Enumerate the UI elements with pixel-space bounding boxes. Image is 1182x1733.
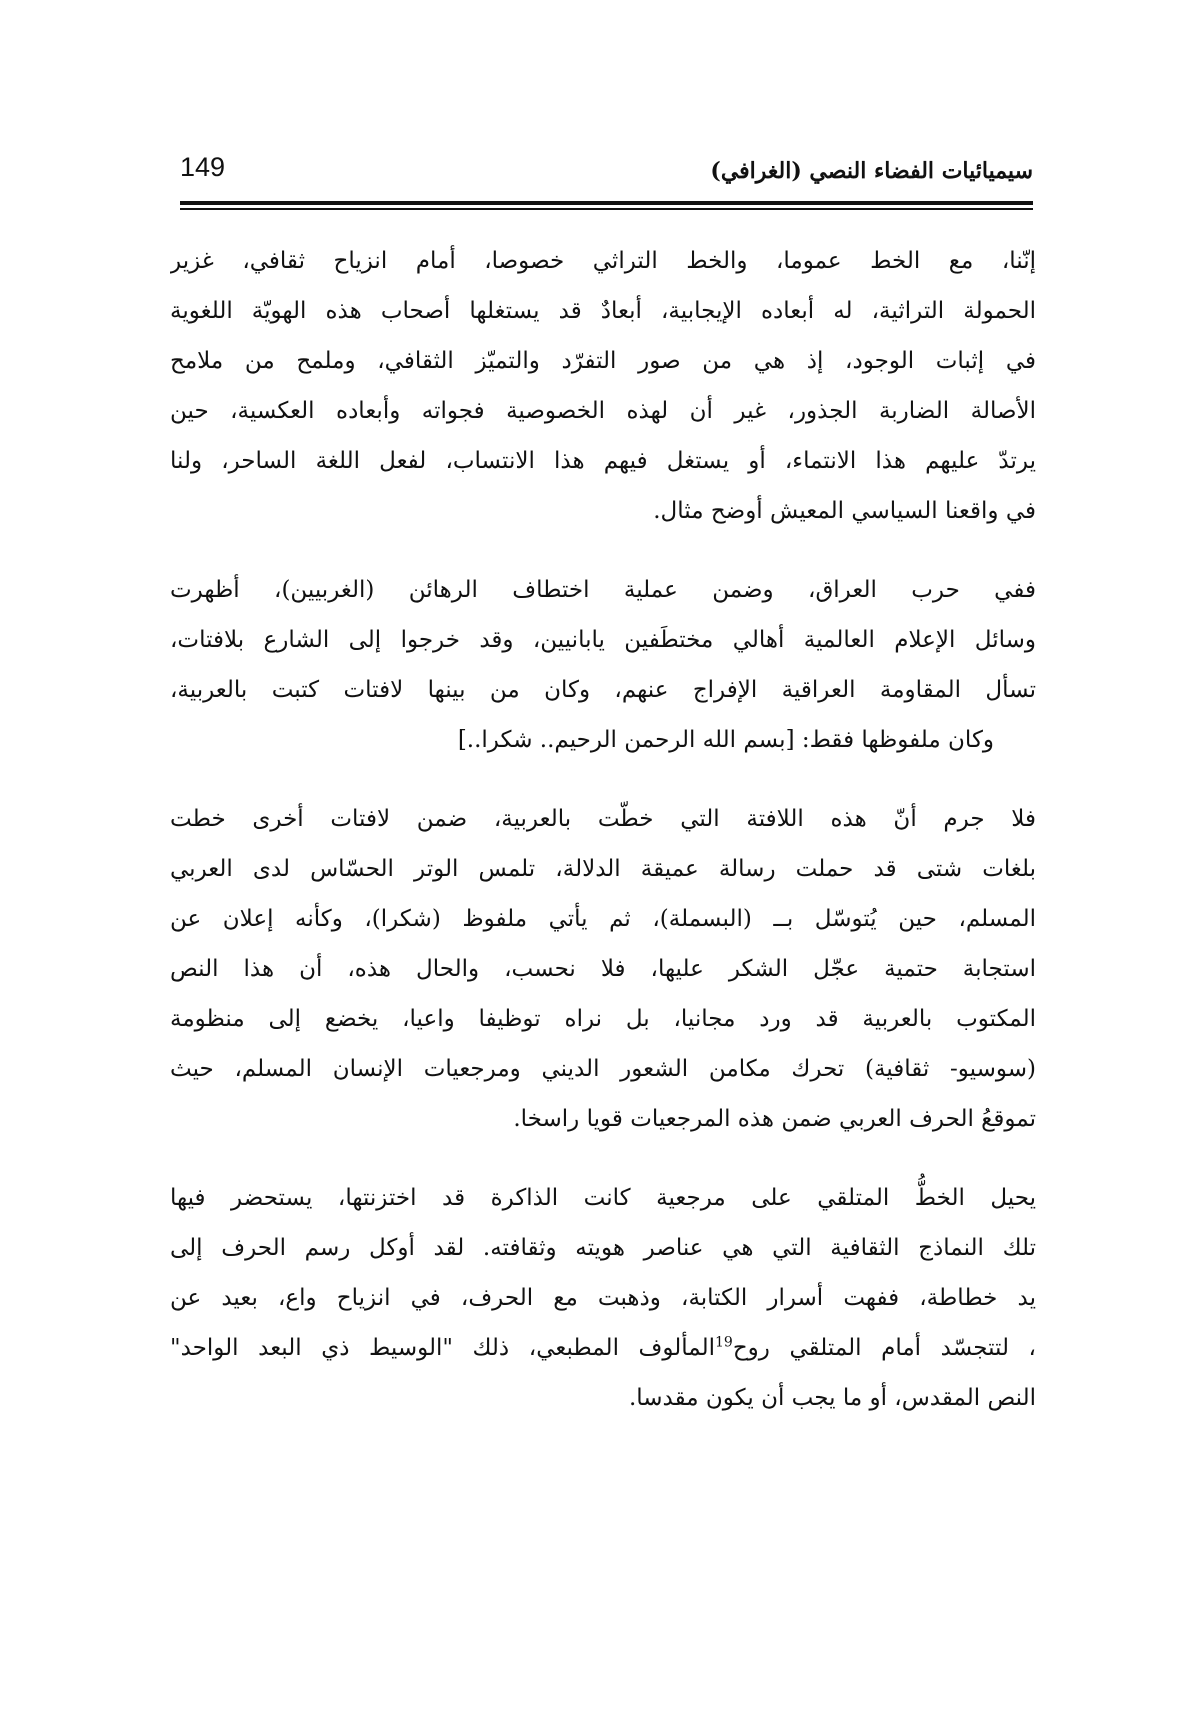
- text-line: الأصالة الضاربة الجذور، غير أن لهذه الخصوصية فجواته وأبعاده العكسية، حين: [170, 398, 1036, 424]
- line-tail-text: ، لتتجسّد أمام المتلقي روح: [732, 1335, 1036, 1361]
- text-line: في إثبات الوجود، إذ هي من صور التفرّد والتميّز الثقافي، وملمح من ملامح: [170, 348, 1036, 374]
- text-line: يحيل الخطُّ المتلقي على مرجعية كانت الذاكرة قد اختزنتها، يستحضر فيها: [170, 1185, 1036, 1211]
- text-line: تموقعُ الحرف العربي ضمن هذه المرجعيات قويا راسخا.: [513, 1106, 1036, 1132]
- text-line: وكان ملفوظها فقط: [بسم الله الرحمن الرحيم.. شكرا..]: [457, 727, 994, 753]
- text-line: تلك النماذج الثقافية التي هي عناصر هويته وثقافته. لقد أوكل رسم الحرف إلى: [170, 1235, 1036, 1261]
- text-line: فلا جرم أنّ هذه اللافتة التي خطّت بالعربية، ضمن لافتات أخرى خطت: [170, 806, 1036, 832]
- text-line: يرتدّ عليهم هذا الانتماء، أو يستغل فيهم هذا الانتساب، لفعل اللغة الساحر، ولنا: [170, 448, 1036, 474]
- text-line: الحمولة التراثية، له أبعاده الإيجابية، أبعادٌ قد يستغلها أصحاب هذه الهويّة اللغوية: [170, 298, 1036, 324]
- text-line: تسأل المقاومة العراقية الإفراج عنهم، وكان من بينها لافتات كتبت بالعربية،: [170, 677, 1036, 703]
- paragraph-2: [170, 565, 1036, 765]
- text-line: يد خطاطة، ففهت أسرار الكتابة، وذهبت مع الحرف، في انزياح واع، بعيد عن: [170, 1285, 1036, 1311]
- text-line: النص المقدس، أو ما يجب أن يكون مقدسا.: [628, 1385, 1036, 1411]
- page-header: [180, 150, 1033, 196]
- text-line: ففي حرب العراق، وضمن عملية اختطاف الرهائن (الغربيين)، أظهرت: [170, 577, 1036, 603]
- paragraph-1: [170, 236, 1036, 536]
- body-text: [170, 236, 1036, 1452]
- header-rule-thick: [180, 201, 1033, 205]
- header-rule-thin: [180, 208, 1033, 210]
- text-line: إنّنا، مع الخط عموما، والخط التراثي خصوصا، أمام انزياح ثقافي، غزير: [170, 248, 1036, 274]
- text-line: في واقعنا السياسي المعيش أوضح مثال.: [653, 498, 1036, 524]
- text-line-with-footnote: [170, 1323, 1036, 1373]
- running-title: سيميائيات الفضاء النصي (الغرافي): [710, 158, 1033, 184]
- text-line: استجابة حتمية عجّل الشكر عليها، فلا نحسب، والحال هذه، أن هذا النص: [170, 956, 1036, 982]
- page-number: 149: [180, 152, 226, 182]
- footnote-ref[interactable]: 19: [714, 1334, 733, 1351]
- paragraph-3: [170, 794, 1036, 1144]
- text-line: المسلم، حين يُتوسّل بــ (البسملة)، ثم يأتي ملفوظ (شكرا)، وكأنه إعلان عن: [170, 906, 1036, 932]
- line-main-text: المألوف المطبعي، ذلك "الوسيط ذي البعد الواحد": [170, 1335, 715, 1361]
- text-line: المكتوب بالعربية قد ورد مجانيا، بل نراه توظيفا واعيا، يخضع إلى منظومة: [170, 1006, 1036, 1032]
- text-line: (سوسيو- ثقافية) تحرك مكامن الشعور الديني ومرجعيات الإنسان المسلم، حيث: [170, 1056, 1036, 1082]
- paragraph-4: [170, 1173, 1036, 1423]
- text-line: بلغات شتى قد حملت رسالة عميقة الدلالة، تلمس الوتر الحسّاس لدى العربي: [170, 856, 1036, 882]
- text-line: وسائل الإعلام العالمية أهالي مختطَفين يابانيين، وقد خرجوا إلى الشارع بلافتات،: [170, 627, 1036, 653]
